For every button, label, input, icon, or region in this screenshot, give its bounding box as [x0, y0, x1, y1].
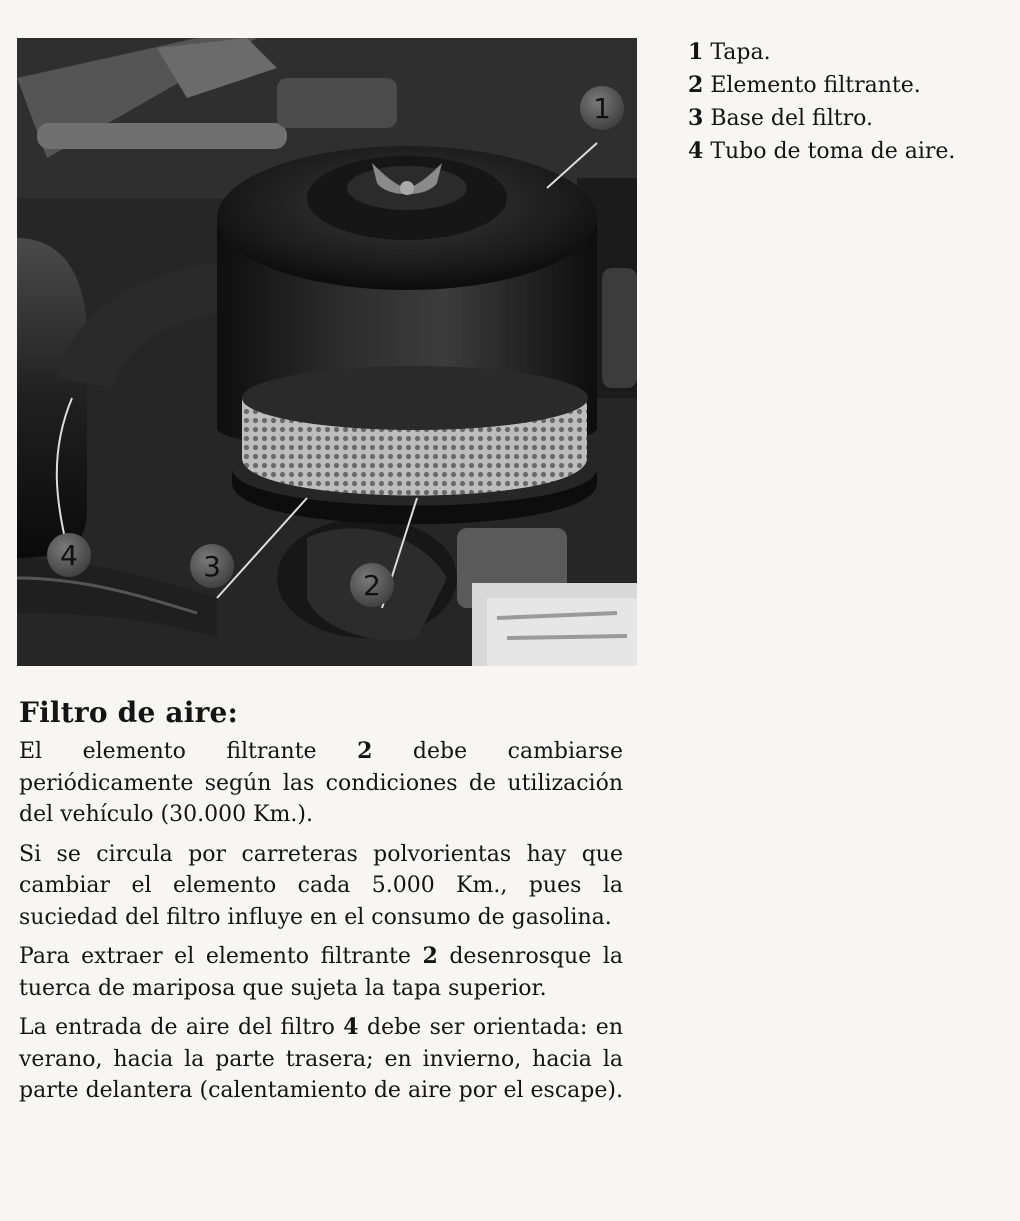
- callout-3: [190, 544, 234, 588]
- legend-item: 2 Elemento filtrante.: [688, 72, 921, 98]
- figure-legend: [688, 36, 955, 168]
- callout-2: [350, 563, 394, 607]
- svg-text:4: 4: [60, 539, 78, 572]
- paragraph: Para extraer el elemento filtrante 2 desenrosque la tuerca de mariposa que sujeta la tapa superior.: [19, 943, 623, 1001]
- svg-text:3: 3: [203, 550, 221, 583]
- callout-1: [580, 86, 624, 130]
- paragraph: La entrada de aire del filtro 4 debe ser orientada: en verano, hacia la parte trasera; en invierno, hacia la parte delantera (calentamiento de aire por el escape).: [19, 1014, 623, 1103]
- engine-air-filter-photo: [17, 38, 637, 666]
- svg-text:1: 1: [593, 92, 611, 125]
- legend-item: 3 Base del filtro.: [688, 105, 873, 131]
- callout-4: [47, 533, 91, 577]
- paragraph: Si se circula por carreteras polvorientas hay que cambiar el elemento cada 5.000 Km., pues la suciedad del filtro influye en el consumo de gasolina.: [19, 841, 623, 930]
- legend-item: 4 Tubo de toma de aire.: [688, 138, 956, 164]
- section-heading: Filtro de aire:: [19, 696, 239, 729]
- legend-item: 1 Tapa.: [688, 39, 771, 65]
- section-body: [19, 736, 623, 1115]
- svg-text:2: 2: [363, 569, 381, 602]
- paragraph: El elemento filtrante 2 debe cambiarse periódicamente según las condiciones de utilización del vehículo (30.000 Km.).: [19, 738, 623, 827]
